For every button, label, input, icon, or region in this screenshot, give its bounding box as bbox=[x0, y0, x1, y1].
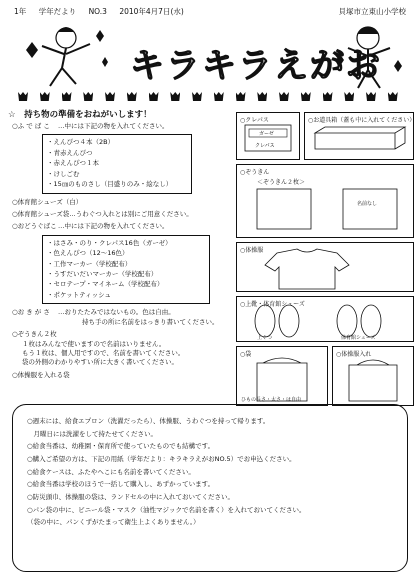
note-line: ○給食当番は学校のほうで一括して購入し、あずかっています。 bbox=[27, 480, 215, 489]
note-line: （袋の中に、パンくずがたまって衛生上よくありません。） bbox=[27, 518, 200, 527]
svg-text:ガーゼ: ガーゼ bbox=[259, 131, 274, 137]
zoukin-illustration: ○ぞうきん ＜ぞうきん２枚＞ 名前なし bbox=[236, 164, 414, 238]
tulip-icon bbox=[40, 92, 50, 101]
note-line: ○パン袋の中に、ビニール袋・マスク（油性マジックで名前を書く）を入れておいてください。 bbox=[27, 505, 306, 514]
newsletter-name: 学年だより bbox=[38, 7, 77, 16]
tulip-icon bbox=[257, 92, 267, 101]
tulip-icon bbox=[127, 92, 137, 101]
shirt-icon bbox=[237, 243, 413, 291]
issue-date: 2010年4月7日(水) bbox=[119, 7, 184, 16]
list-item: ○体操服を入れる袋 bbox=[12, 370, 70, 379]
tulip-icon bbox=[388, 92, 398, 101]
fudebako-box: ・えんぴつ４本（2B） ・青赤えんぴつ ・赤えんぴつ１本 ・けしごむ ・15㎝のものさし（目盛りのみ・絵なし） bbox=[42, 134, 192, 193]
gym-clothes-illustration: ○体操服 bbox=[236, 242, 414, 292]
list-item: ○ぞうきん２枚 １枚はみんなで使いますので名前はいりません。 もう１枚は、個人用ですので、名前を書いてください。 袋の外側のわかりやすい所に大きく書いてください。 bbox=[12, 330, 185, 367]
grade: 1年 bbox=[14, 7, 27, 16]
note-line: ○購入ご希望の方は、下記の用紙（学年だより：キラキラえがおNO.5）でお申込ください。 bbox=[27, 455, 296, 464]
list-item: ○おどうぐばこ…中には下記の物を入れてください。 bbox=[12, 222, 169, 231]
tulip-icon bbox=[366, 92, 376, 101]
notes-box bbox=[12, 404, 408, 572]
tulip-icon bbox=[149, 92, 159, 101]
note-line: ○給食当番は、幼稚園・保育所で使っていたものでも結構です。 bbox=[27, 442, 215, 451]
list-item: ○ふ で ば こ …中には下記の物を入れてください。 bbox=[12, 122, 169, 130]
dougubako-box: ・はさみ・のり・クレパス16色（ガーゼ） ・色えんぴつ（12～16色） ・工作マーカー（学校配布） ・うすだいだいマーカー（学校配布） ・セロテープ・マイネーム（学校配布） ・ポケットティッシュ bbox=[42, 235, 210, 305]
gym-bag-illustration: ○体操服入れ bbox=[332, 346, 414, 406]
list-item: ○体育館シューズ袋…うわぐつ入れとは別にご用意ください。 bbox=[12, 209, 193, 218]
issue-number: NO.3 bbox=[88, 7, 107, 16]
items-list bbox=[12, 122, 232, 383]
child-left-illustration bbox=[14, 22, 114, 92]
banner-title: キラキラえがお bbox=[130, 46, 382, 86]
tulip-icon bbox=[62, 92, 72, 101]
tulip-icon bbox=[83, 92, 93, 101]
dougubako-illustration: ○お道具箱（蓋も中に入れてください） bbox=[304, 112, 414, 160]
tulip-icon bbox=[323, 92, 333, 101]
note-line: ○週末には、給食エプロン（洗濯だったら）、体操服、うわぐつを持って帰ります。 bbox=[27, 417, 270, 425]
shoes-illustration: ○上靴・体育館シューズ 上ぐつ 体育館シューズ bbox=[236, 296, 414, 342]
crayon-illustration: ○クレパス ガーゼ クレパス bbox=[236, 112, 300, 160]
tulip-icon bbox=[192, 92, 202, 101]
illustrations bbox=[236, 112, 414, 406]
school-name: 貝塚市立東山小学校 bbox=[338, 7, 406, 16]
note-line: 月曜日には洗濯をして持たせてください。 bbox=[27, 429, 157, 438]
tulip-icon bbox=[18, 92, 28, 101]
banner bbox=[10, 18, 410, 94]
tulip-icon bbox=[301, 92, 311, 101]
list-item: ○お き が さ …おりたたみではないもの。色は自由。 持ち手の所に名前をはっきり書いてください。 bbox=[12, 308, 219, 326]
tulip-icon bbox=[279, 92, 289, 101]
svg-text:名前なし: 名前なし bbox=[357, 201, 378, 207]
tulip-icon bbox=[344, 92, 354, 101]
child-right-illustration bbox=[328, 20, 408, 92]
tulip-border bbox=[18, 92, 398, 102]
list-item: ○体育館シューズ（白） bbox=[12, 197, 83, 206]
note-line: ○防災頭巾、体操服の袋は、ランドセルの中に入れておいてください。 bbox=[27, 493, 234, 502]
section-title: ☆ 持ち物の準備をおねがいします！ bbox=[8, 110, 152, 120]
tulip-icon bbox=[214, 92, 224, 101]
tulip-icon bbox=[105, 92, 115, 101]
svg-text:上ぐつ: 上ぐつ bbox=[257, 335, 273, 341]
tulip-icon bbox=[170, 92, 180, 101]
svg-text:クレパス: クレパス bbox=[255, 143, 275, 149]
svg-text:体育館シューズ: 体育館シューズ bbox=[341, 335, 376, 341]
note-line: ○給食ケースは、ふたやへこにも名前を書いてください。 bbox=[27, 467, 195, 476]
tulip-icon bbox=[236, 92, 246, 101]
bag-illustration: ○袋 ひもの長さ・太さ・は自由 bbox=[236, 346, 328, 406]
